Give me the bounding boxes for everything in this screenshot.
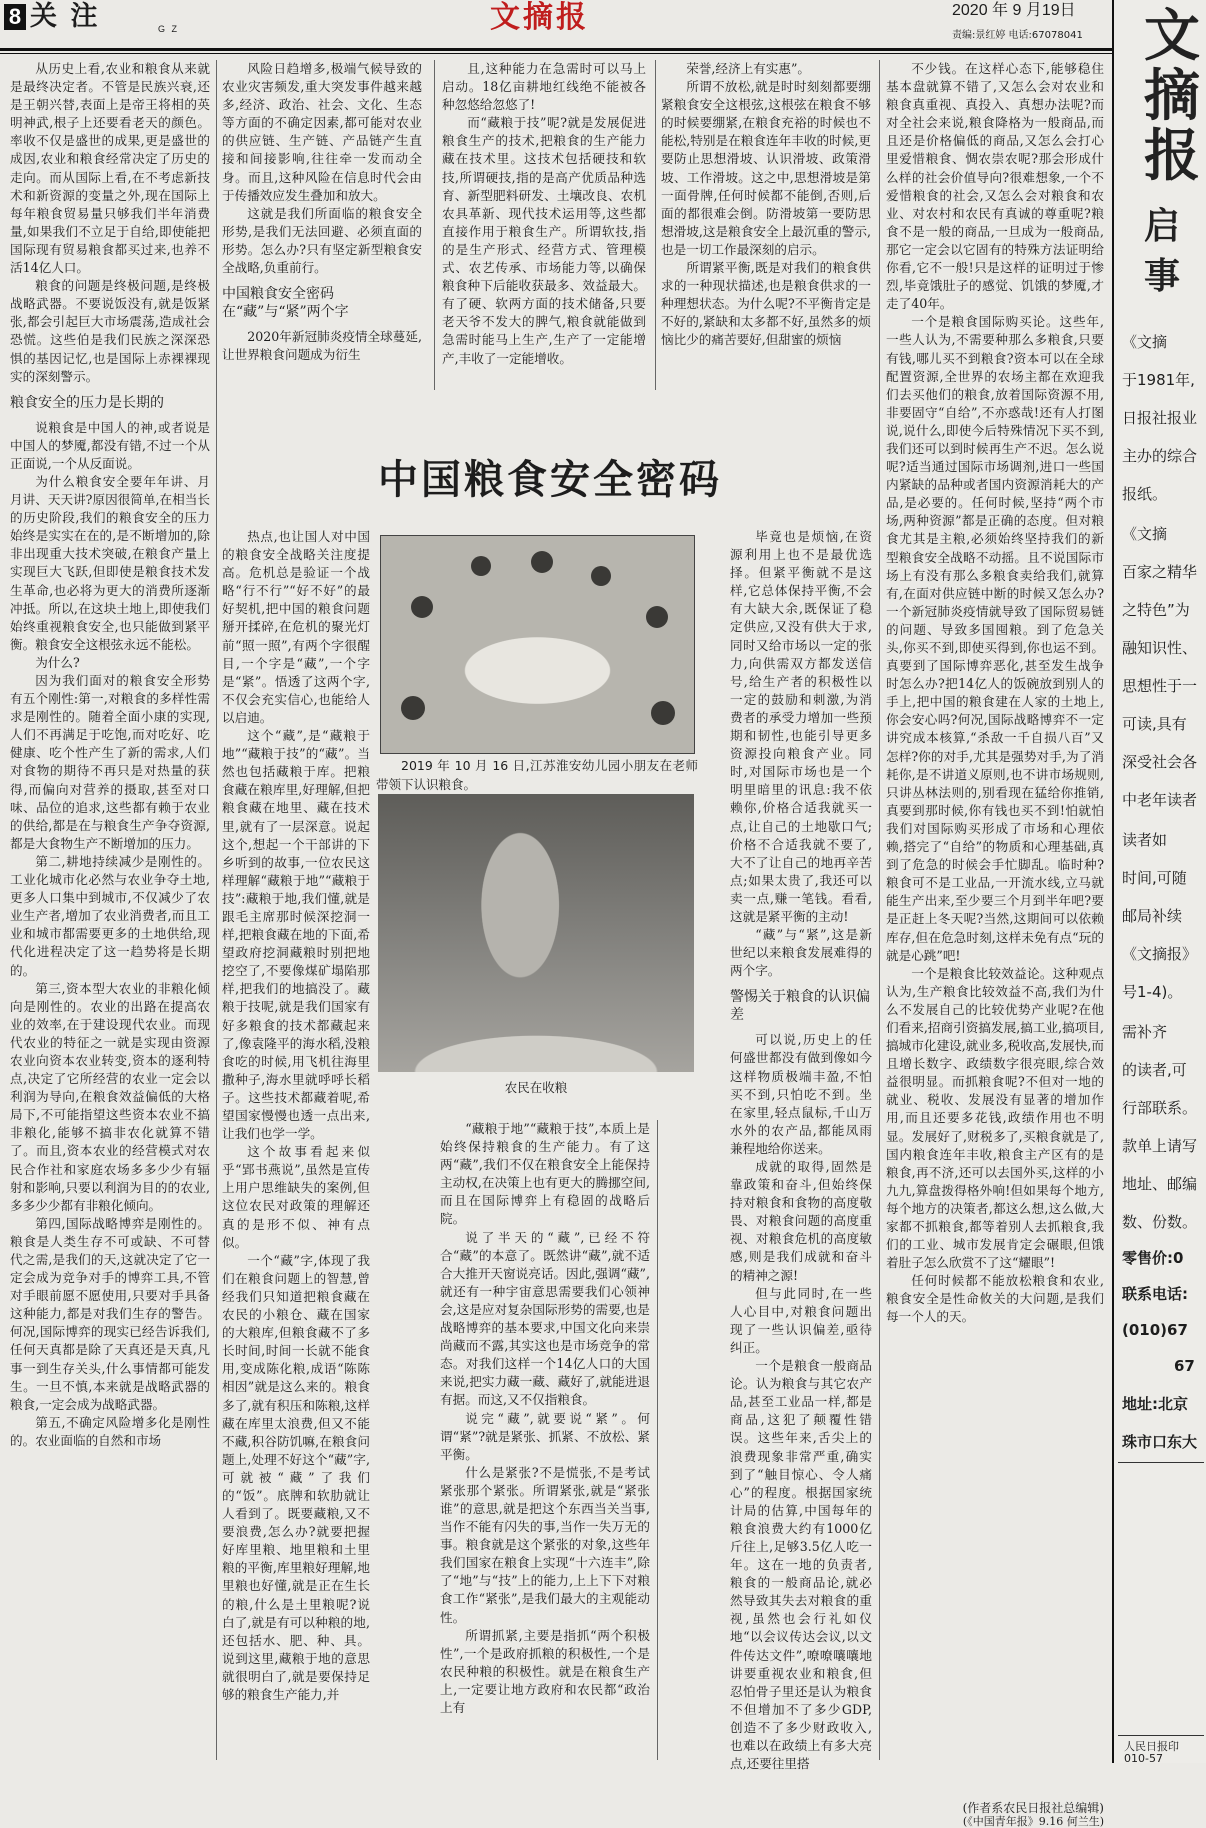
sidebar-address: 珠市口东大	[1122, 1433, 1198, 1451]
section-subheading: 粮食安全的压力是长期的	[10, 394, 164, 411]
editor-info: 责编:景红婷 电话:67078041	[952, 30, 1083, 41]
paragraph: 荣誉,经济上有实惠”。	[686, 61, 810, 76]
sidebar-line: 数、份数。	[1122, 1213, 1198, 1231]
paragraph: 而“藏粮于技”呢?就是发展促进粮食生产的技术,把粮食的生产能力藏在技术里。这技术包括硬技和软技,所谓硬技,指的是高产优质品种选育、新型肥料研发、土壤改良、农机农具革新、现代技术运用等,这些都直接作用于粮食生产。所谓软技,指的是生产形式、经营方式、管理模式、农艺传承、市场能力等,以确保粮食种下后能收获最多、效益最大。有了硬、软两方面的技术储备,只要老天爷不发大的脾气,粮食就能做到急需时能马上生产,生产了一定能增产,丰收了一定能增收。	[442, 115, 646, 366]
paragraph: 为什么粮食安全要年年讲、月月讲、天天讲?原因很简单,在相当长的历史阶段,我们的粮食安全的压力始终是实实在在的,是不断增加的,除非出现重大技术突破,在粮食产量上实现巨大飞跃,但即使是粮食技术发生革命,也必将为更大的消费所逐渐冲抵。所以,在这块土地上,即使我们始终重视粮食安全,也只能做到紧平衡。粮食安全这根弦永远不能松。	[10, 473, 210, 652]
sidebar-line: 《文摘报》	[1122, 945, 1198, 963]
sidebar-line: 百家之精华	[1122, 563, 1198, 581]
paragraph: 说了半天的“藏”,已经不符合“藏”的本意了。既然讲“藏”,就不适合大推开天窗说亮话。因此,强调“藏”,就还有一种宇宙意思需要我们心领神会,这是应对复杂国际形势的需要,也是战略博弈的基本要求,中国文化向来崇尚藏而不露,其实这也是市场竞争的常态。对我们这样一个14亿人口的大国来说,把实力藏一藏、藏好了,就能进退有据。而这,又不仅指粮食。	[440, 1229, 650, 1408]
paragraph: 所谓紧平衡,既是对我们的粮食供求的一种现状描述,也是粮食供求的一种理想状态。为什么呢?不平衡肯定是不好的,紧缺和太多都不好,虽然多的烦恼比少的痛苦要好,但甜蜜的烦恼	[661, 260, 871, 348]
paragraph: 第三,资本型大农业的非粮化倾向是刚性的。农业的出路在提高农业的效率,在于建设现代农业。而现代农业的特征之一就是实现由资源农业向资本农业转变,资本的逐利特点,决定了它所经营的农业一定会以利润为导向,在粮食效益偏低的大格局下,不可能指望这些资本农业不搞非粮化,能够不搞非农化就算不错了。而且,资本农业的经营模式对农民合作社和家庭农场多多少少有辐射和影响,只要以利润为目的的农业,多多少少都有非粮化倾向。	[10, 980, 210, 1213]
page-number: 8	[4, 4, 26, 30]
column-divider	[879, 60, 880, 1760]
paragraph: 热点,也让国人对中国的粮食安全战略关注度提高。危机总是验证一个战略“行不行”“好不好”的最好契机,把中国的粮食问题掰开揉碎,在危机的聚光灯前“照一照”,有两个字很醒目,一个字是“藏”,一个字是“紧”。悟透了这两个字,不仅会充实信心,也能给人以启迪。	[222, 529, 370, 725]
paragraph: 粮食的问题是终极问题,是终极战略武器。不要说饭没有,就是饭紧张,都会引起巨大市场震荡,造成社会恐慌。这些伯是我们民族之深深恐惧的基因记忆,也是国际上赤裸裸现实的深刻警示。	[10, 278, 210, 384]
paragraph: 一个是粮食国际购买论。这些年,一些人认为,不需要种那么多粮食,只要有钱,哪儿买不到粮食?资本可以在全球配置资源,全世界的农场主都在欢迎我们去买他们的粮食,放着国际资源不用,非要固守“自给”,不亦惑哉!还有人打图说,说什么,即使今后特殊情况下买不到,我们还可以到时候再生产不迟。怎么说呢?适当通过国际市场调剂,进口一些国内紧缺的品种或者国内资源消耗大的产品,是必要的。任何时候,坚持“两个市场,两种资源”都是正确的态度。但对粮食尤其是主粮,必须始终坚持我们的新型粮食安全战略不动摇。且不说国际市场上有没有那么多粮食卖给我们,就算有,在面对供应链中断的时候又怎么办?一个新冠肺炎疫情就导致了国际贸易链的问题、导致多国囤粮。到了危急关头,你买不到,即使买得到,你也运不到。真要到了国际博弈恶化,甚至发生战争时怎么办?把14亿人的饭碗放到别人的手上,把中国的粮食建在人家的土地上,你会安心吗?何况,国际战略博弈不一定讲究成本核算,“杀敌一千自损八百”又怎样?你的对手,尤其是强势对手,为了消耗你,是不讲道义原则,也不讲市场规则,只讲丛林法则的,别看现在猛给你推销,真要到那时候,你有钱也买不到!怕就怕我们对国际购买形成了市场和心理依赖,搭完了“自给”的物质和心理基础,真到了危急的时候会手忙脚乱。临时种?粮食可不是工业品,一开流水线,立马就能生产出来,至少要三个月到半年吧?要是正赶上冬天呢?当然,这期间可以依赖库存,但在危急时刻,这样未免有点“玩的就是心跳”吧!	[886, 314, 1104, 963]
sidebar-calligraphy: 事	[1144, 255, 1181, 297]
article-column-2-top	[222, 60, 422, 390]
article-column-4-top	[661, 60, 871, 390]
paragraph: 第二,耕地持续减少是刚性的。工业化城市化必然与农业争夺土地,更多人口集中到城市,不仅减少了农业生产者,增加了农业消费者,而且工业和城市都需要更多的土地供给,现代化进程决定了这一趋势将是长期的。	[10, 853, 210, 978]
notice-sidebar	[1112, 0, 1206, 1763]
paragraph: 因为我们面对的粮食安全形势有五个刚性:第一,对粮食的多样性需求是刚性的。随着全面小康的实现,人们不再满足于吃饱,而对吃好、吃健康、吃个性产生了新的需求,人们对食物的期待不再只是对热量的获得,而偏向对营养的摄取,甚至对口味、品位的追求,这些都有赖于农业的供给,都是在与粮食生产争夺资源,都是大食物生产不断增加的压力。	[10, 673, 210, 851]
paragraph: 毕竟也是烦恼,在资源利用上也不是最优选择。但紧平衡就不是这样,它总体保持平衡,不会有大缺大余,既保证了稳定供应,又没有供大于求,同时又给市场以一定的张力,向供需双方都发送信号,给生产者的积极性以一定的鼓励和刺激,为消费者的承受力增加一些预期和韧性,也能引导更多资源投向粮食产业。同时,对国际市场也是一个明里暗里的讯息:我不依赖你,价格合适我就买一点,让自己的土地歇口气;价格不合适我就不要了,大不了让自己的地再辛苦点;如果太贵了,我还可以卖一点,赚一笔钱。看看,这就是紧平衡的主动!	[730, 529, 872, 924]
paragraph: 风险日趋增多,极端气候导致的农业灾害频发,重大突发事件越来越多,经济、政治、社会、文化、生态等方面的不确定因素,都可能对农业的供应链、生产链、产品链产生直接和间接影响,往往牵一发而动全身。而且,这种风险在信息时代会由于传播效应发生叠加和放大。	[222, 61, 422, 203]
section-title: 关 注	[30, 1, 100, 32]
sidebar-line: 的读者,可	[1122, 1061, 1187, 1079]
paragraph: 说完“藏”,就要说“紧”。何谓“紧”?就是紧张、抓紧、不放松、紧平衡。	[440, 1410, 650, 1462]
column-divider	[655, 60, 656, 390]
sidebar-price: 零售价:0	[1122, 1249, 1184, 1267]
paragraph: 这个“藏”,是“藏粮于地”“藏粮于技”的“藏”。当然也包括藏粮于库。把粮食藏在粮库里,好理解,但把粮食藏在地里、藏在技术里,就有了一层深意。说起这个,想起一个干部讲的下乡听到的故事,一位农民这样理解“藏粮于地”“藏粮于技”:藏粮于地,我们懂,就是跟毛主席那时候深挖洞一样,把粮食藏在地的下面,希望政府挖洞藏粮时别把地挖空了,不要像煤矿塌陷那样,把我们的地搞没了。藏粮于技呢,就是我们国家有好多粮食的技术都藏起来了,像袁隆平的海水稻,没粮食吃的时候,用飞机往海里撒种子,海水里就呼呼长稻子。这些技术都藏着呢,希望国家慢慢也透一点出来,让我们也学一学。	[222, 728, 370, 1142]
headline: 中国粮食安全密码	[378, 457, 722, 503]
header-rule	[0, 48, 1112, 51]
sidebar-phone: 67	[1174, 1357, 1195, 1375]
paragraph: 一个是粮食一般商品论。认为粮食与其它农产品,甚至工业品一样,都是商品,这犯了颠覆性错误。这些年来,舌尖上的浪费现象非常严重,确实到了“触目惊心、令人痛心”的程度。根据国家统计局的估算,中国每年的粮食浪费大约有1000亿斤往上,足够3.5亿人吃一年。这在一地的负责者,粮食的一般商品论,就必然导致其失去对粮食的重视,虽然也会行礼如仪地“以会议传达会议,以文件传达文件”,嘹嘹嚷嚷地讲要重视农业和粮食,但忍怕骨子里还是认为粮食不但增加不了多少GDP,创造不了多少财政收入,也难以在政绩上有多大亮点,还要往里搭	[730, 1358, 872, 1772]
paragraph: 所谓不放松,就是时时刻刻都要绷紧粮食安全这根弦,这根弦在粮食不够的时候要绷紧,在粮食充裕的时候也不能松,特别是在粮食连年丰收的时候,更要防止思想滑坡、认识滑坡、政策滑坡、工作滑坡。这之中,思想滑坡是第一面骨牌,任何时候都不能倒,否则,后面的都很难会倒。防滑坡第一要防思想滑坡,这是粮食安全上最沉重的警示,也是一切工作最深刻的启示。	[661, 79, 871, 257]
article-column-5	[886, 60, 1104, 1740]
paragraph: 不少钱。在这样心态下,能够稳住基本盘就算不错了,又怎么会对农业和粮食真重视、真投入、真想办法呢?而对全社会来说,粮食降格为一般商品,而且还是价格偏低的商品,又怎么会打心里爱惜粮食、惆农崇农呢?那会形成什么样的社会价值导向?很难想象,一个不爱惜粮食的社会,又怎么会对粮食和农业、对农村和农民有真诚的尊重呢?粮食不是一般的商品,一旦成为一般商品,那它一定会以它固有的特殊方法证明给你看,它不一般!只是这样的证明过于惨烈,毕竟饿肚子的感觉、饥饿的梦魇,才走了40年。	[886, 61, 1104, 312]
paragraph: 一个“藏”字,体现了我们在粮食问题上的智慧,曾经我们只知道把粮食藏在农民的小粮仓、藏在国家的大粮库,但粮食藏不了多长时间,时间一长就不能食用,变成陈化粮,成语“陈陈相因”就是这么来的。粮食多了,就有积压和陈粮,这样藏在库里太浪费,但又不能不藏,积谷防饥嘛,在粮食问题上,处理不好这个“藏”字,可就被“藏”了我们的“饭”。底牌和软肋就让人看到了。既要藏粮,又不要浪费,怎么办?就要把握好库里粮、地里粮和土里粮的平衡,库里粮好理解,地里粮也好懂,就是正在生长的粮,什么是土里粮呢?说白了,就是有可以种粮的地,还包括水、肥、种、具。说到这里,藏粮于地的意思就很明白了,就是要保持足够的粮食生产能力,并	[222, 1252, 370, 1702]
paragraph: 为什么?	[35, 654, 80, 670]
sidebar-line: 日报社报业	[1122, 409, 1198, 427]
paragraph: 一个是粮食比较效益论。这种观点认为,生产粮食比较效益不高,我们为什么不发展自己的比较优势产业呢?在他们看来,招商引资搞发展,搞工业,搞项目,搞城市化建设,就业多,税收高,发展快,而且增长数字、政绩数字很亮眼,综合效益很明显。而抓粮食呢?不但对一地的就业、税收、发展没有显著的增加作用,而且还要多花钱,政绩作用也不明显。发展好了,财税多了,买粮食就是了,国内粮食连年丰收,粮食主产区有的是粮食,再不济,还可以去国外买,这样的小九九,算盘拨得格外响!但如果每个地方,每个地方的决策者,都这么想,这么做,大家都不抓粮食,都等着别人去抓粮食,我们的工业、城市发展肯定会碾眼,但饿着肚子怎么欣赏不了这“耀眼”!	[886, 965, 1104, 1271]
sidebar-line: 地址、邮编	[1122, 1175, 1198, 1193]
sidebar-line: 读者如	[1122, 831, 1168, 849]
paragraph: 可以说,历史上的任何盛世都没有做到像如今这样物质极端丰盈,不怕买不到,只怕吃不到。坐在家里,轻点鼠标,千山万水外的农产品,都能凤雨兼程地给你送来。	[730, 1032, 872, 1156]
column-divider	[657, 1120, 658, 1760]
section-subheading: 中国粮食安全密码在“藏”与“紧”两个字	[222, 286, 349, 321]
header-rule-thin	[0, 53, 1112, 54]
sidebar-line: 邮局补续	[1122, 907, 1183, 925]
paragraph: 所谓抓紧,主要是指抓“两个积极性”,一个是政府抓粮的积极性,一个是农民种粮的积极性。就是在粮食生产上,一定要让地方政府和农民都“政治上有	[440, 1627, 650, 1715]
sidebar-line: 款单上请写	[1122, 1137, 1198, 1155]
sidebar-line: 需补齐	[1122, 1023, 1168, 1041]
photo-farmer-harvest	[378, 794, 694, 1072]
sidebar-line: 之特色”为	[1122, 601, 1190, 619]
sidebar-line: 《文摘	[1122, 333, 1168, 351]
author-byline: (作者系农民日报社总编辑)	[962, 1801, 1104, 1815]
sidebar-line: 报纸。	[1122, 485, 1168, 503]
sidebar-line: 于1981年,	[1122, 371, 1195, 389]
paragraph: 但与此同时,在一些人心目中,对粮食问题出现了一些认识偏差,亟待纠正。	[730, 1285, 872, 1355]
paragraph: 这个故事看起来似乎“郢书燕说”,虽然是宣传上用户思维缺失的案例,但这位农民对政策的理解还真的是形不似、神有点似。	[222, 1144, 370, 1250]
sidebar-line: 融知识性、	[1122, 639, 1198, 657]
sidebar-phone-label: 联系电话:	[1122, 1285, 1188, 1303]
paragraph: 说粮食是中国人的神,或者说是中国人的梦魇,都没有错,不过一个从正面说,一个从反面说。	[10, 419, 210, 471]
photo-kindergarten	[380, 535, 695, 754]
sidebar-divider	[1118, 1462, 1204, 1463]
sidebar-calligraphy: 报	[1144, 123, 1200, 189]
paragraph: 任何时候都不能放松粮食和农业,粮食安全是性命攸关的大问题,是我们每一个人的天。	[886, 1273, 1104, 1325]
sidebar-printer-phone: 010-57	[1124, 1752, 1163, 1765]
sidebar-calligraphy: 文	[1144, 3, 1200, 69]
paragraph: 2020年新冠肺炎疫情全球蔓延,让世界粮食问题成为衍生	[222, 329, 422, 363]
newspaper-masthead: 文摘报	[490, 0, 589, 35]
sidebar-line: 中老年读者	[1122, 791, 1198, 809]
paragraph: “藏粮于地”“藏粮于技”,本质上是始终保持粮食的生产能力。有了这两“藏”,我们不仅在粮食安全上能保持主动权,在决策上也有更大的腾挪空间,而且在国际博弈上有稳固的战略后院。	[440, 1121, 650, 1227]
article-column-3-top	[442, 60, 646, 390]
paragraph: 什么是紧张?不是慌张,不是考试紧张那个紧张。所谓紧张,就是“紧张谁”的意思,就是把这个东西当关当事,当作不能有闪失的事,当作一失万无的事。粮食就是这个紧张的对象,这些年我们国家在粮食上实现“十六连丰”,除了“地”与“技”上的能力,上上下下对粮食工作“紧张”,是我们最大的主观能动性。	[440, 1464, 650, 1625]
article-column-1	[10, 60, 210, 1760]
column-divider	[434, 60, 435, 390]
sidebar-printer: 人民日报印	[1124, 1740, 1179, 1753]
sidebar-line: 号1-4)。	[1122, 983, 1183, 1001]
photo-caption: 农民在收粮	[504, 1080, 568, 1095]
sidebar-line: 主办的综合	[1122, 447, 1198, 465]
article-column-2-middle	[222, 528, 370, 1760]
sidebar-phone: (010)67	[1122, 1321, 1188, 1339]
issue-date: 2020 年 9 月19日	[952, 2, 1076, 19]
paragraph: 这就是我们所面临的粮食安全形势,是我们无法回避、必须直面的形势。怎么办?只有坚定新型粮食安全战略,负重前行。	[222, 205, 422, 276]
paragraph: 从历史上看,农业和粮食从来就是最终决定者。不管是民族兴衰,还是王朝兴替,表面上是帝王将相的英明神武,根子上还要看老天的颜色。率收不仅是盛世的成果,更是盛世的成因,农业和粮食经常决定了历史的走向。而从国际上看,在不考虑新技术和新资源的变量之外,现在国际上每年粮食贸易量只够我们半年消费量,如果我们不立足于自给,即使能把国际现有贸易粮食都买过来,也养不活14亿人口。	[10, 61, 210, 276]
paragraph: 成就的取得,固然是靠政策和奋斗,但始终保持对粮食和食物的高度敬畏、对粮食问题的高度重视、对粮食危机的高度敏感,则是我们成就和奋斗的精神之源!	[730, 1159, 872, 1283]
section-code: G Z	[158, 24, 179, 34]
sidebar-line: 行部联系。	[1122, 1099, 1198, 1117]
sidebar-divider	[1118, 1735, 1204, 1736]
sidebar-line: 《文摘	[1122, 525, 1168, 543]
article-column-3-bottom	[440, 1120, 650, 1760]
article-column-3-middle	[730, 528, 872, 1772]
paragraph: “藏”与“紧”,这是新世纪以来粮食发展难得的两个字。	[730, 927, 872, 979]
page-header	[0, 0, 1110, 50]
photo-caption: 2019 年 10 月 16 日,江苏淮安幼儿园小朋友在老师带领下认识粮食。	[376, 758, 698, 792]
source-credit: (《中国青年报》9.16 何兰生)	[962, 1815, 1104, 1828]
section-subheading: 警惕关于粮食的认识偏差	[730, 989, 870, 1024]
article	[0, 60, 1110, 1828]
sidebar-line: 可读,具有	[1122, 715, 1187, 733]
paragraph: 第四,国际战略博弈是刚性的。粮食是人类生存不可或缺、不可替代之需,是我们的天,这就决定了它一定会成为竞争对手的博弈工具,不管对手眼前愿不愿使用,只要对手具备这种能力,都是对我们生存的警告。何况,国际博弈的现实已经告诉我们,任何天真都是除了天真还是天真,凡事一到生存关头,什么事情都可能发生。一旦不慎,本来就是战略武器的粮食,一定会成为战略武器。	[10, 1215, 210, 1412]
sidebar-calligraphy: 启	[1144, 205, 1181, 247]
sidebar-address: 地址:北京	[1122, 1395, 1188, 1413]
paragraph: 且,这种能力在急需时可以马上启动。18亿亩耕地红线绝不能被各种忽悠给忽悠了!	[442, 61, 646, 113]
sidebar-line: 时间,可随	[1122, 869, 1187, 887]
column-divider	[216, 60, 217, 1760]
paragraph: 第五,不确定风险增多化是刚性的。农业面临的自然和市场	[10, 1414, 210, 1448]
sidebar-line: 思想性于一	[1122, 677, 1198, 695]
sidebar-line: 深受社会各	[1122, 753, 1198, 771]
sidebar-calligraphy: 摘	[1144, 63, 1200, 129]
